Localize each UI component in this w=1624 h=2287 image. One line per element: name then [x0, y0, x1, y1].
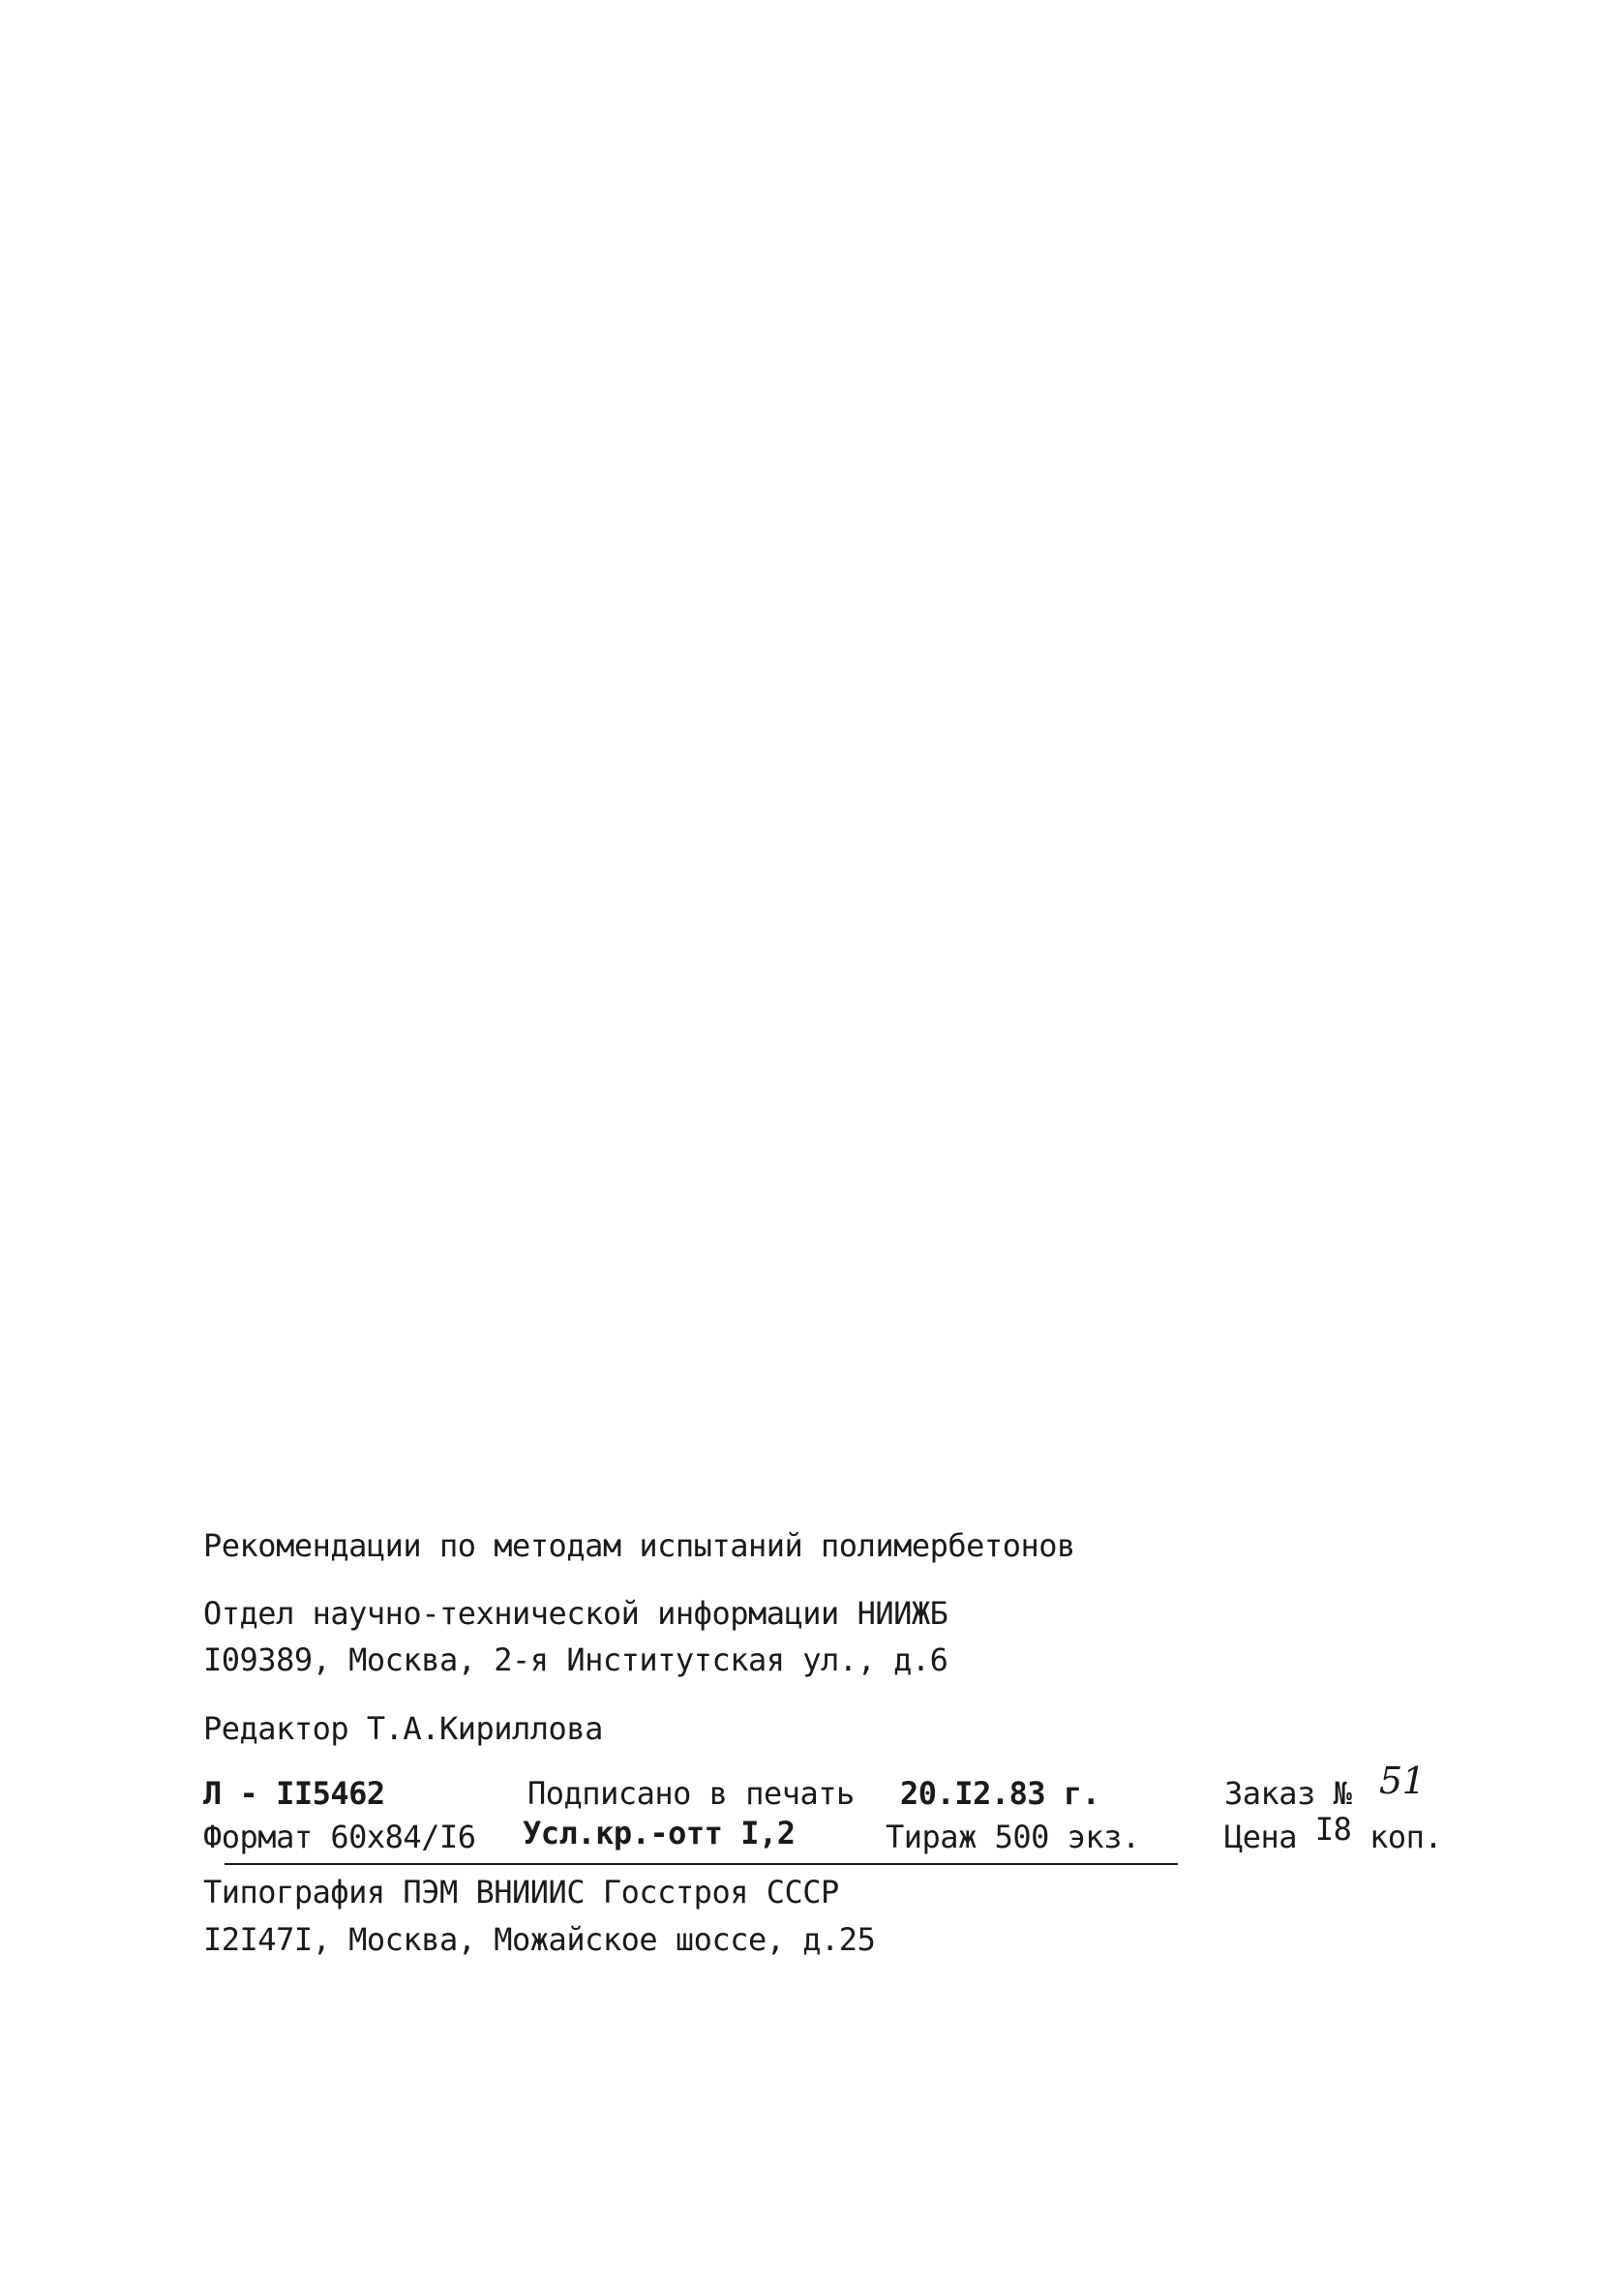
editor-line: Редактор Т.А.Кириллова — [203, 1710, 603, 1747]
printer-address: I2I47I, Москва, Можайское шоссе, д.25 — [203, 1921, 876, 1958]
price-label: Цена — [1224, 1819, 1298, 1855]
price-value: I8 — [1314, 1811, 1352, 1848]
sheets-line: Усл.кр.-отт I,2 — [523, 1815, 796, 1851]
license-number: Л - II5462 — [203, 1775, 385, 1812]
imprint-title: Рекомендации по методам испытаний полимербетонов — [203, 1527, 1075, 1564]
printer-name: Типография ПЭМ ВНИИИС Госстроя СССР — [203, 1874, 839, 1911]
divider-line — [225, 1863, 1178, 1865]
signed-label: Подписано в печать — [527, 1775, 855, 1812]
publisher-address: I09389, Москва, 2-я Институтская ул., д.6 — [203, 1641, 948, 1678]
print-run: Тираж 500 экз. — [886, 1819, 1140, 1855]
order-number: 51 — [1379, 1760, 1426, 1802]
price-unit: коп. — [1369, 1819, 1443, 1855]
order-label: Заказ № — [1224, 1775, 1352, 1812]
publisher-name: Отдел научно-технической информации НИИЖБ — [203, 1595, 948, 1632]
format-line: Формат 60х84/I6 — [203, 1819, 476, 1855]
signed-date: 20.I2.83 г. — [900, 1775, 1100, 1812]
price-line — [1224, 1811, 1443, 1856]
